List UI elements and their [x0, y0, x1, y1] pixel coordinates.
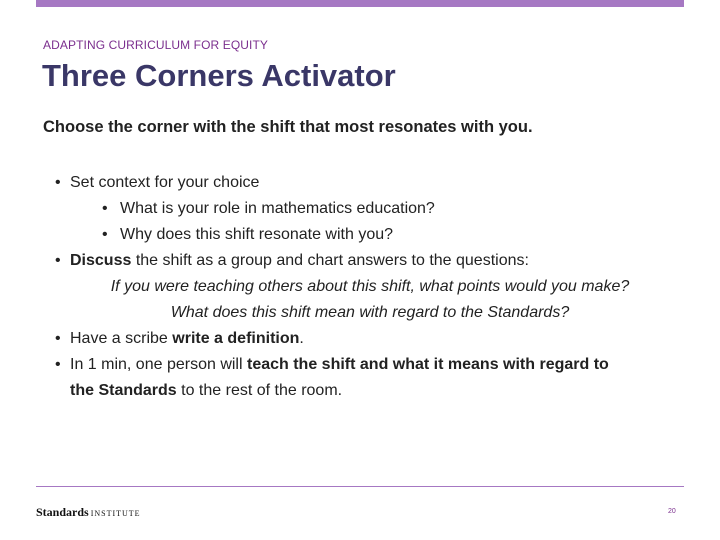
- logo-brand: Standards: [36, 505, 89, 519]
- bullet-scribe-post: .: [299, 330, 304, 347]
- bullet-teach: [55, 352, 695, 378]
- bullet-teach-continued: [55, 378, 695, 404]
- bullet-dot-icon: •: [102, 200, 108, 217]
- bullet-dot-icon: •: [55, 174, 61, 191]
- bullet-scribe-bold: write a definition: [172, 330, 300, 347]
- bullet-teach-bold-2: the Standards: [70, 382, 177, 399]
- page-subtitle: Choose the corner with the shift that most resonates with you.: [43, 118, 533, 136]
- standards-institute-logo: [36, 505, 141, 520]
- italic-question-2: What does this shift mean with regard to the Standards?: [170, 304, 570, 321]
- bullet-dot-icon: •: [55, 330, 61, 347]
- bullet-discuss: [55, 248, 695, 274]
- footer-divider: [36, 486, 684, 487]
- bullet-context-text: Set context for your choice: [70, 174, 260, 191]
- bullet-teach-post: to the rest of the room.: [176, 382, 343, 399]
- sub-bullet-role: [55, 196, 695, 222]
- sub-bullet-why-text: Why does this shift resonate with you?: [120, 226, 394, 243]
- italic-question-1: If you were teaching others about this shift, what points would you make?: [110, 278, 630, 295]
- page-title: Three Corners Activator: [42, 58, 396, 93]
- section-eyebrow: ADAPTING CURRICULUM FOR EQUITY: [43, 38, 269, 52]
- top-accent-bar: [36, 0, 684, 7]
- bullet-dot-icon: •: [55, 252, 61, 269]
- bullet-discuss-text: the shift as a group and chart answers to the questions:: [131, 252, 529, 269]
- bullet-dot-icon: •: [55, 356, 61, 373]
- sub-bullet-role-text: What is your role in mathematics education?: [120, 200, 435, 217]
- sub-bullet-why: [55, 222, 695, 248]
- bullet-teach-bold-1: teach the shift and what it means with regard to: [246, 356, 609, 373]
- bullet-dot-icon: •: [102, 226, 108, 243]
- bullet-discuss-bold: Discuss: [70, 252, 132, 269]
- bullet-list: [55, 170, 695, 404]
- bullet-context: [55, 170, 695, 196]
- page-number: 20: [668, 508, 676, 515]
- bullet-scribe-pre: Have a scribe: [70, 330, 173, 347]
- bullet-teach-pre: In 1 min, one person will: [70, 356, 247, 373]
- logo-sub: INSTITUTE: [90, 509, 141, 518]
- bullet-scribe: [55, 326, 695, 352]
